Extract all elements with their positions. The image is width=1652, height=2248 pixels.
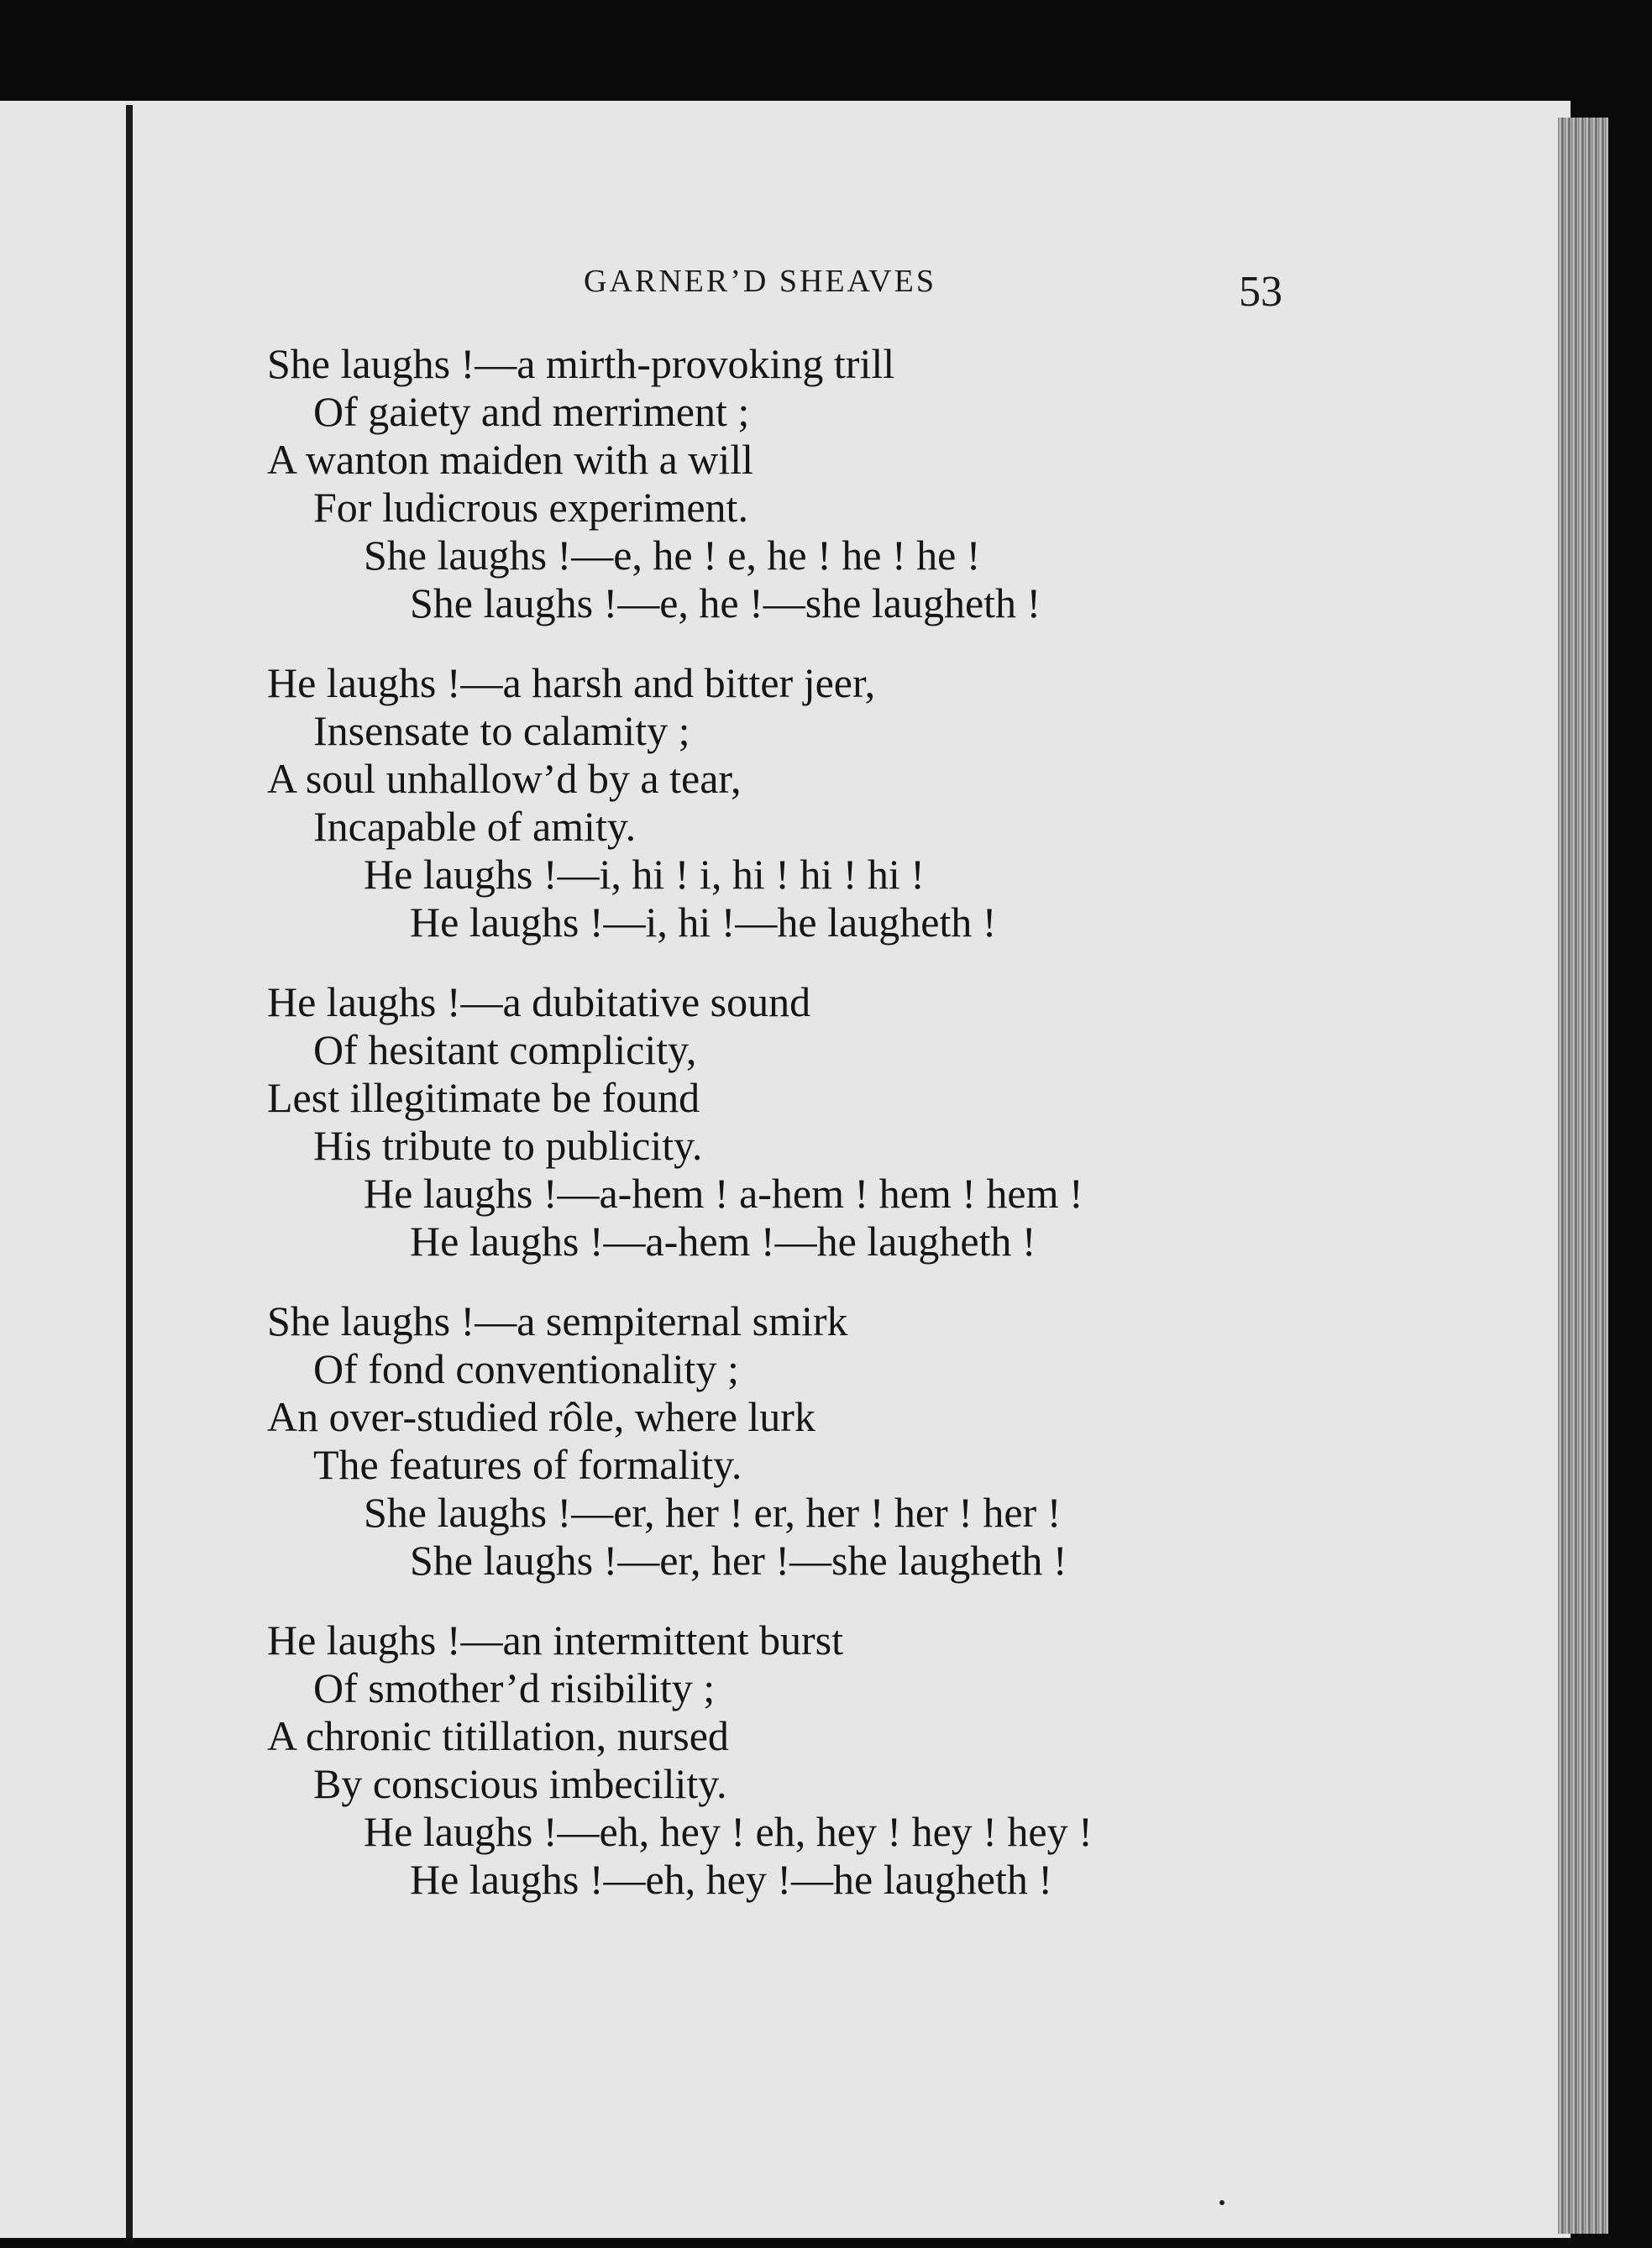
stanza bbox=[267, 659, 1275, 946]
poem-line: She laughs !—a mirth-provoking trill bbox=[267, 340, 895, 387]
poem-refrain-line: She laughs !—er, her ! er, her ! her ! her ! bbox=[364, 1489, 1062, 1536]
poem-line: Of gaiety and merriment ; bbox=[313, 388, 750, 435]
poem-refrain-line: He laughs !—eh, hey !—he laugheth ! bbox=[410, 1856, 1053, 1903]
poem-line: His tribute to publicity. bbox=[313, 1122, 703, 1169]
stanza bbox=[267, 340, 1275, 627]
poem-line: Of fond conventionality ; bbox=[313, 1345, 739, 1392]
poem-line: Of smother’d risibility ; bbox=[313, 1664, 716, 1711]
stanza bbox=[267, 1297, 1275, 1585]
poem-line: Incapable of amity. bbox=[313, 803, 637, 850]
poem-refrain-line: He laughs !—i, hi !—he laugheth ! bbox=[410, 899, 997, 946]
stanza bbox=[267, 978, 1275, 1265]
poem-line: Of hesitant complicity, bbox=[313, 1026, 697, 1073]
page-fore-edge bbox=[1558, 118, 1608, 2234]
poem-line: For ludicrous experiment. bbox=[313, 484, 748, 531]
poem-line: An over-studied rôle, where lurk bbox=[267, 1393, 816, 1440]
poem-line: Insensate to calamity ; bbox=[313, 707, 690, 754]
poem-refrain-line: She laughs !—er, her !—she laugheth ! bbox=[410, 1537, 1067, 1584]
poem-line: The features of formality. bbox=[313, 1441, 742, 1488]
poem-line: A chronic titillation, nursed bbox=[267, 1712, 729, 1759]
poem-line: A soul unhallow’d by a tear, bbox=[267, 755, 742, 802]
poem-refrain-line: She laughs !—e, he ! e, he ! he ! he ! bbox=[364, 532, 981, 579]
poem-line: He laughs !—a dubitative sound bbox=[267, 978, 811, 1025]
poem-refrain-line: He laughs !—eh, hey ! eh, hey ! hey ! hey ! bbox=[364, 1808, 1093, 1855]
poem-line: She laughs !—a sempiternal smirk bbox=[267, 1297, 848, 1344]
running-title: GARNER’D SHEAVES bbox=[584, 264, 936, 299]
poem-line: He laughs !—an intermittent burst bbox=[267, 1617, 843, 1664]
stanza bbox=[267, 1617, 1275, 1904]
poem-line: By conscious imbecility. bbox=[313, 1760, 727, 1807]
poem-refrain-line: He laughs !—i, hi ! i, hi ! hi ! hi ! bbox=[364, 851, 925, 898]
page-gutter-edge bbox=[126, 105, 133, 2238]
poem bbox=[267, 340, 1275, 1936]
ink-speck bbox=[1219, 2200, 1225, 2205]
poem-line: Lest illegitimate be found bbox=[267, 1074, 700, 1121]
poem-line: A wanton maiden with a will bbox=[267, 436, 754, 483]
poem-line: He laughs !—a harsh and bitter jeer, bbox=[267, 659, 876, 706]
poem-refrain-line: She laughs !—e, he !—she laugheth ! bbox=[410, 579, 1041, 626]
page-number: 53 bbox=[1239, 268, 1282, 316]
poem-refrain-line: He laughs !—a-hem ! a-hem ! hem ! hem ! bbox=[364, 1170, 1083, 1217]
poem-refrain-line: He laughs !—a-hem !—he laugheth ! bbox=[410, 1218, 1036, 1265]
